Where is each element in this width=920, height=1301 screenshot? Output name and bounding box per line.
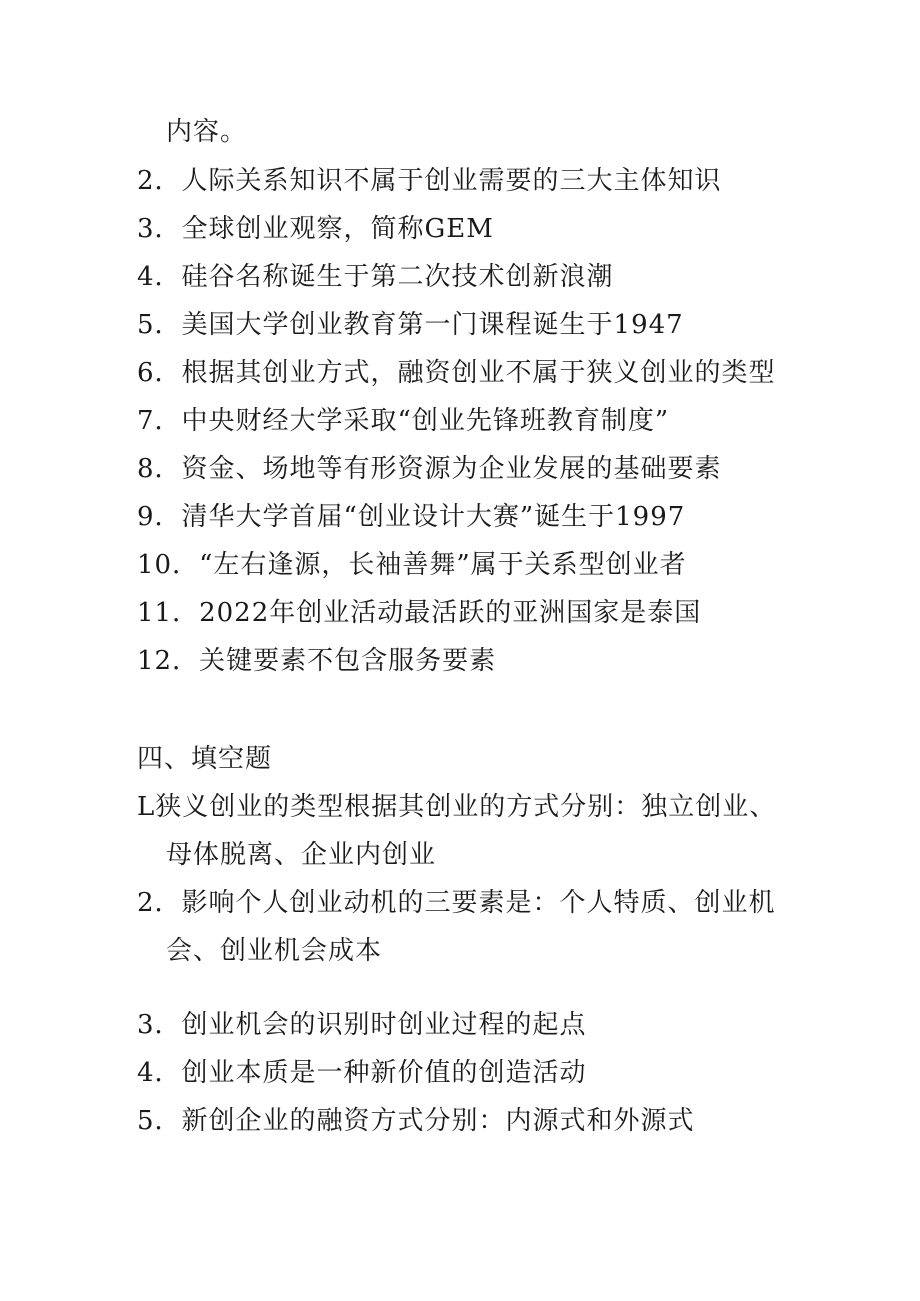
list-item: 2．人际关系知识不属于创业需要的三大主体知识 — [137, 166, 722, 196]
list-item: 2．影响个人创业动机的三要素是：个人特质、创业机 — [137, 888, 776, 918]
list-item: 6．根据其创业方式，融资创业不属于狭义创业的类型 — [137, 358, 776, 388]
list-item: 8．资金、场地等有形资源为企业发展的基础要素 — [137, 454, 722, 484]
list-item-continuation: 母体脱离、企业内创业 — [166, 840, 437, 870]
list-item: 11．2022年创业活动最活跃的亚洲国家是泰国 — [137, 598, 702, 628]
list-item: 10．“左右逢源，长袖善舞”属于关系型创业者 — [137, 550, 687, 580]
list-item: 3．全球创业观察，简称GEM — [137, 214, 494, 244]
list-item-continuation: 会、创业机会成本 — [166, 936, 383, 966]
list-item: L狭义创业的类型根据其创业的方式分别：独立创业、 — [137, 792, 777, 822]
list-item: 3．创业机会的识别时创业过程的起点 — [137, 1010, 587, 1040]
section-heading: 四、填空题 — [137, 744, 273, 774]
list-item: 4．创业本质是一种新价值的创造活动 — [137, 1058, 587, 1088]
list-item: 9．清华大学首届“创业设计大赛”诞生于1997 — [137, 502, 686, 532]
list-item: 7．中央财经大学采取“创业先锋班教育制度” — [137, 406, 670, 436]
list-item: 12．关键要素不包含服务要素 — [137, 646, 497, 676]
list-item: 5．新创企业的融资方式分别：内源式和外源式 — [137, 1106, 695, 1136]
list-item: 5．美国大学创业教育第一门课程诞生于1947 — [137, 310, 684, 340]
list-item: 4．硅谷名称诞生于第二次技术创新浪潮 — [137, 262, 614, 292]
continuation-text: 内容。 — [166, 117, 248, 147]
